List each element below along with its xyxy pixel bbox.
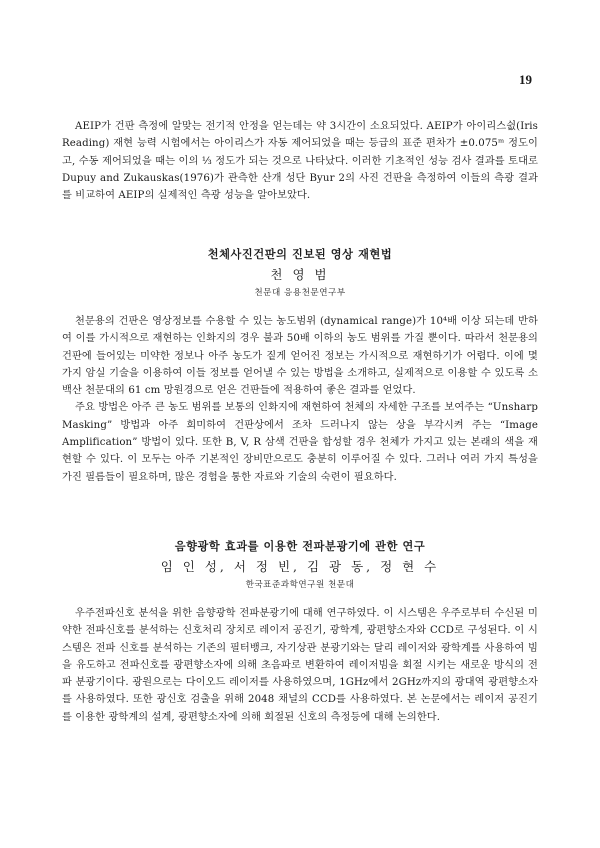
- section1-body: [62, 313, 538, 486]
- section2-title: 음향광학 효과를 이용한 전파분광기에 관한 연구: [174, 540, 426, 553]
- page-number: 19: [519, 72, 532, 87]
- section1-title: 천체사진건판의 진보된 영상 재현법: [207, 248, 393, 261]
- section1-paragraph-2: 주요 방법은 아주 큰 농도 범위를 보통의 인화지에 재현하여 천체의 자세한 구조를 보여주는 “Unsharp Masking” 방법과 아주 희미하여 건판상에서 조차 드러나지 않는 상을 부각시켜 주는 “Image Amplification” 방법이 있다. 또한 B, V, R 삼색 건판을 합성할 경우 천체가 가지고 있는 본래의 색을 재현할 수 있다. 이 모두는 아주 기본적인 장비만으로도 충분히 이루어질 수 있다. 그러나 여러 가지 특성을 가진 필름들이 필요하며, 많은 경험을 통한 자료와 기술의 숙련이 필요하다.: [62, 402, 538, 483]
- section2-author: 임 인 성, 서 정 빈, 김 광 동, 정 현 수: [160, 559, 440, 574]
- section1-author: 천 영 범: [270, 267, 330, 282]
- section2-body: [62, 605, 538, 726]
- intro-block: [62, 118, 538, 204]
- section1-paragraph-1: 천문용의 건판은 영상정보를 수용할 수 있는 농도범위 (dynamical range)가 10⁴배 이상 되는데 반하여 이를 가시적으로 재현하는 인화지의 경우 불과 50배 이하의 농도 범위를 가질 뿐이다. 따라서 천문용의 건판에 들어있는 미약한 정보나 아주 농도가 짙게 얻어진 정보는 가시적으로 재현하기가 어렵다. 이에 몇 가지 암실 기술을 이용하여 이들 정보를 얻어낼 수 있는 방법을 소개하고, 실제적으로 이용할 수 있도록 소백산 천문대의 61 cm 망원경으로 얻은 건판들에 적용하여 좋은 결과를 얻었다.: [62, 316, 538, 397]
- section2-header: [62, 538, 538, 590]
- section2-affiliation: 한국표준과학연구원 천문대: [245, 580, 355, 590]
- section1-header: [62, 246, 538, 298]
- section2-paragraph-1: 우주전파신호 분석을 위한 음향광학 전파분광기에 대해 연구하였다. 이 시스템은 우주로부터 수신된 미약한 전파신호를 분석하는 신호처리 장치로 레이저 공진기, 광학계, 광편향소자와 CCD로 구성된다. 이 시스템은 전파 신호를 분석하는 기존의 필터뱅크, 자기상관 분광기와는 달리 레이저와 광학계를 사용하여 빔을 유도하고 전파신호를 광편향소자에 의해 초음파로 변환하여 레이저빔을 회절 시키는 새로운 방식의 전파 분광기이다. 광원으로는 다이오드 레이저를 사용하였으며, 1GHz에서 2GHz까지의 광대역 광편향소자를 사용하였다. 또한 광신호 검출을 위해 2048 채널의 CCD를 사용하였다. 본 논문에서는 레이저 공진기를 이용한 광학계의 설계, 광편향소자에 의해 회절된 신호의 측정등에 대해 논의한다.: [62, 608, 538, 723]
- intro-paragraph: AEIP가 건판 측정에 알맞는 전기적 안정을 얻는데는 약 3시간이 소요되었다. AEIP가 아이리스쉾(Iris Reading) 재현 능력 시험에서는 아이리스가 자동 제어되었을 때는 등급의 표준 편차가 ±0.075ᵐ 정도이고, 수동 제어되었을 때는 이의 ⅓ 정도가 되는 것으로 나타났다. 이러한 기초적인 성능 검사 결과를 토대로 Dupuy and Zukauskas(1976)가 관측한 산개 성단 Byur 2의 사진 건판을 측정하여 이들의 측광 결과를 비교하여 AEIP의 실제적인 측광 성능을 알아보았다.: [62, 121, 538, 202]
- section1-affiliation: 천문대 응용천문연구부: [254, 288, 346, 298]
